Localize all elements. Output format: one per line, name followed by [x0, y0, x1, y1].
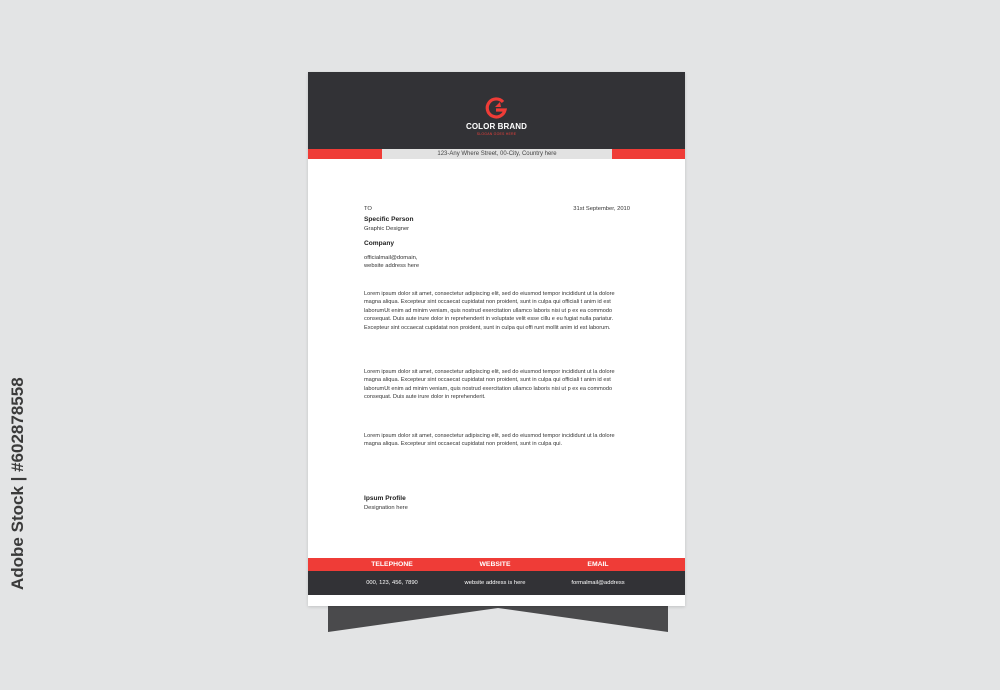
letter-date: 31st September, 2010 — [573, 206, 630, 212]
recipient-title: Graphic Designer — [364, 226, 410, 232]
brand-slogan: SLOGAN GOES HERE — [476, 132, 517, 136]
signature-name: Ipsum Profile — [364, 495, 406, 502]
body-paragraph-2: Lorem ipsum dolor sit amet, consectetur adipiscing elit, sed do eiusmod tempor incididunt ut la dolore magna aliqua. Excepteur sint occaecat cupidatat non proident, sunt in culpa qui officiali t anim id est laborumUt enim ad minim veniam, quis nostrud exercitation ullamco laboris nisi ut p ex ea commodo consequat. Duis aute irure dolor in reprehenderit. — [364, 369, 615, 401]
accent-bar-right — [612, 149, 685, 159]
footer-value-bar — [308, 571, 685, 595]
footer-website-label: WEBSITE — [479, 561, 511, 568]
footer-email-label: EMAIL — [587, 561, 609, 568]
address-bar: 123-Any Where Street, 00-City, Country here — [382, 149, 612, 159]
to-label: TO — [364, 206, 372, 212]
adobe-stock-watermark: Adobe Stock | #602878558 — [8, 377, 27, 590]
brand-logo-icon — [484, 96, 508, 120]
recipient-email: officialmail@domain, — [364, 255, 418, 261]
signature-title: Designation here — [364, 505, 408, 511]
letterhead-page — [308, 72, 685, 606]
brand-name: COLOR BRAND — [465, 122, 528, 131]
footer-website-value: website address is here — [464, 580, 526, 586]
company-name: Company — [364, 240, 395, 247]
body-paragraph-1: Lorem ipsum dolor sit amet, consectetur adipiscing elit, sed do eiusmod tempor incididunt ut la dolore magna aliqua. Excepteur sint occaecat cupidatat non proident, sunt in culpa qui officiali t anim id est laborumUt enim ad minim veniam, quis nostrud exercitation ullamco laboris nisi ut p ex ea commodo consequat. Duis aute irure dolor in reprehenderit in voluptate velit esse cillu e eu fugiat nulla pariatur. Excepteur sint occaecat cupidatat non proident, sunt in culpa qui offi runt mollit anim id est laborum. — [364, 291, 615, 331]
footer-telephone-value: 000, 123, 456, 7890 — [366, 580, 418, 586]
footer-email-value: formalmail@address — [571, 580, 625, 586]
body-paragraph-3: Lorem ipsum dolor sit amet, consectetur adipiscing elit, sed do eiusmod tempor incididunt ut la dolore magna aliqua. Excepteur sint occaecat cupidatat non proident, sunt in culpa qui. — [364, 433, 615, 448]
letterhead-header — [308, 72, 685, 149]
footer-label-bar — [308, 558, 685, 571]
recipient-name: Specific Person — [364, 216, 414, 223]
footer-telephone-label: TELEPHONE — [371, 561, 413, 568]
recipient-website: website address here — [364, 263, 420, 269]
accent-bar-left — [308, 149, 382, 159]
